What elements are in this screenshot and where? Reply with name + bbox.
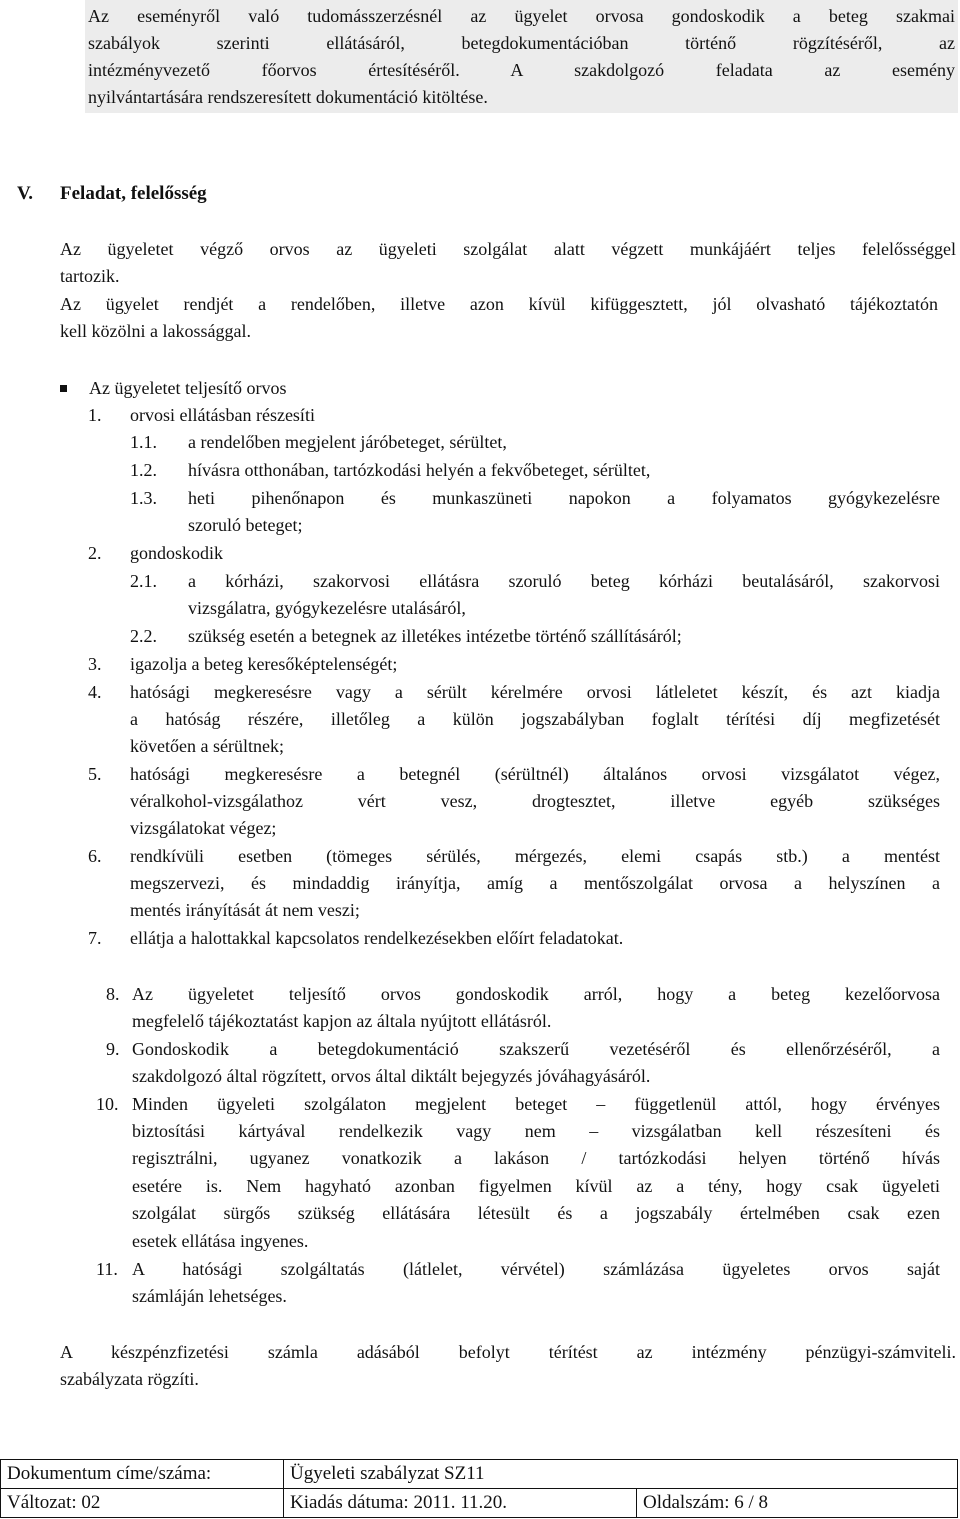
- list-num-1-1: 1.1.: [130, 432, 157, 452]
- list-item-6-line-1: rendkívüli esetben (tömeges sérülés, mérgezés, elemi csapás stb.) a mentést: [130, 846, 940, 866]
- closing-line-1: A készpénzfizetési számla adásából befolyt térítést az intézmény pénzügyi-számviteli.: [60, 1342, 956, 1362]
- list-item-4-line-1: hatósági megkeresésre vagy a sérült kérelmére orvosi látleletet készít, és azt kiadja: [130, 682, 940, 702]
- para2-line-2: kell közölni a lakossággal.: [60, 321, 251, 341]
- list-num-7: 7.: [88, 928, 102, 948]
- bullet-text: Az ügyeletet teljesítő orvos: [89, 378, 287, 398]
- list-num-2-1: 2.1.: [130, 571, 157, 591]
- intro-line-2: szabályok szerinti ellátásáról, betegdokumentációban történő rögzítéséről, az: [88, 33, 955, 53]
- list-item-10-line-3: regisztrálni, ugyanez vonatkozik a lakáson / tartózkodási helyen történő hívás: [132, 1148, 940, 1168]
- footer-page-number: Oldalszám: 6 / 8: [637, 1489, 958, 1518]
- para1-line-1: Az ügyeletet végző orvos az ügyeleti szolgálat alatt végzett munkájáért teljes felelősséggel: [60, 239, 956, 259]
- list-item-10-line-1: Minden ügyeleti szolgálaton megjelent beteget – függetlenül attól, hogy érvényes: [132, 1094, 940, 1114]
- list-item-2-1-line-1: a kórházi, szakorvosi ellátásra szoruló beteg kórházi beutalásáról, szakorvosi: [188, 571, 940, 591]
- list-item-9-line-2: szakdolgozó által rögzített, orvos által diktált bejegyzés jóváhagyásáról.: [132, 1066, 651, 1086]
- section-title: Feladat, felelősség: [60, 183, 207, 204]
- list-num-3: 3.: [88, 654, 102, 674]
- list-num-1-3: 1.3.: [130, 488, 157, 508]
- list-item-10-line-4: esetére is. Nem hagyható azonban figyelmen kívül az a tény, hogy csak ügyeleti: [132, 1176, 940, 1196]
- footer-doc-value: Ügyeleti szabályzat SZ11: [284, 1460, 958, 1489]
- list-num-6: 6.: [88, 846, 102, 866]
- closing-line-2: szabályzata rögzíti.: [60, 1369, 199, 1389]
- list-item-4-line-3: követően a sérültnek;: [130, 736, 284, 756]
- intro-line-1: Az eseményről való tudomásszerzésnél az ügyelet orvosa gondoskodik a beteg szakmai: [88, 6, 955, 26]
- list-item-10-line-2: biztosítási kártyával rendelkezik vagy nem – vizsgálatban kell részesíteni és: [132, 1121, 940, 1141]
- list-item-1-1: a rendelőben megjelent járóbeteget, sérültet,: [188, 432, 507, 452]
- list-num-9: 9.: [106, 1039, 120, 1059]
- footer-doc-label: Dokumentum címe/száma:: [1, 1460, 284, 1489]
- list-item-1-3-line-1: heti pihenőnapon és munkaszüneti napokon a folyamatos gyógykezelésre: [188, 488, 940, 508]
- intro-block: [85, 0, 958, 113]
- list-item-8-line-2: megfelelő tájékoztatást kapjon az általa nyújtott ellátásról.: [132, 1011, 552, 1031]
- list-item-7: ellátja a halottakkal kapcsolatos rendelkezésekben előírt feladatokat.: [130, 928, 624, 948]
- list-item-9-line-1: Gondoskodik a betegdokumentáció szakszerű vezetéséről és ellenőrzéséről, a: [132, 1039, 940, 1059]
- list-item-11-line-1: A hatósági szolgáltatás (látlelet, vérvétel) számlázása ügyeletes orvos saját: [132, 1259, 940, 1279]
- list-item-1: orvosi ellátásban részesíti: [130, 405, 315, 425]
- list-num-2-2: 2.2.: [130, 626, 157, 646]
- document-footer-table: [0, 1459, 958, 1518]
- square-bullet-icon: [60, 385, 67, 392]
- para2-line-1: Az ügyelet rendjét a rendelőben, illetve azon kívül kifüggesztett, jól olvasható tájékoztatón: [60, 294, 938, 314]
- list-item-8-line-1: Az ügyeletet teljesítő orvos gondoskodik arról, hogy a beteg kezelőorvosa: [132, 984, 940, 1004]
- list-item-2-2: szükség esetén a betegnek az illetékes intézetbe történő szállításáról;: [188, 626, 682, 646]
- list-num-4: 4.: [88, 682, 102, 702]
- list-item-11-line-2: számláján lehetséges.: [132, 1286, 287, 1306]
- list-item-3: igazolja a beteg keresőképtelenségét;: [130, 654, 398, 674]
- list-num-8: 8.: [106, 984, 120, 1004]
- list-item-5-line-2: véralkohol-vizsgálathoz vért vesz, drogtesztet, illetve egyéb szükséges: [130, 791, 940, 811]
- list-item-2: gondoskodik: [130, 543, 224, 563]
- footer-version: Változat: 02: [1, 1489, 284, 1518]
- list-num-1-2: 1.2.: [130, 460, 157, 480]
- intro-line-3: intézményvezető főorvos értesítéséről. A szakdolgozó feladata az esemény: [88, 60, 955, 80]
- list-item-5-line-1: hatósági megkeresésre a betegnél (sérültnél) általános orvosi vizsgálatot végez,: [130, 764, 940, 784]
- list-item-4-line-2: a hatóság részére, illetőleg a külön jogszabályban foglalt térítési díj megfizetését: [130, 709, 940, 729]
- list-num-2: 2.: [88, 543, 102, 563]
- footer-issue-date: Kiadás dátuma: 2011. 11.20.: [284, 1489, 637, 1518]
- list-num-5: 5.: [88, 764, 102, 784]
- section-number: V.: [17, 183, 34, 204]
- list-item-1-2: hívásra otthonában, tartózkodási helyén a fekvőbeteget, sérültet,: [188, 460, 651, 480]
- para1-line-2: tartozik.: [60, 266, 120, 286]
- list-num-11: 11.: [96, 1259, 118, 1279]
- list-item-10-line-6: esetek ellátása ingyenes.: [132, 1231, 309, 1251]
- list-item-5-line-3: vizsgálatokat végez;: [130, 818, 277, 838]
- intro-line-4: nyilvántartására rendszeresített dokumentáció kitöltése.: [88, 87, 488, 107]
- list-item-10-line-5: szolgálat sürgős szükség ellátására létesült és a jogszabály értelmében csak ezen: [132, 1203, 940, 1223]
- list-num-10: 10.: [96, 1094, 119, 1114]
- list-item-2-1-line-2: vizsgálatra, gyógykezelésre utalásáról,: [188, 598, 466, 618]
- list-item-6-line-2: megszervezi, és mindaddig irányítja, amíg a mentőszolgálat orvosa a helyszínen a: [130, 873, 940, 893]
- list-item-1-3-line-2: szoruló beteget;: [188, 515, 303, 535]
- list-num-1: 1.: [88, 405, 102, 425]
- list-item-6-line-3: mentés irányítását át nem veszi;: [130, 900, 360, 920]
